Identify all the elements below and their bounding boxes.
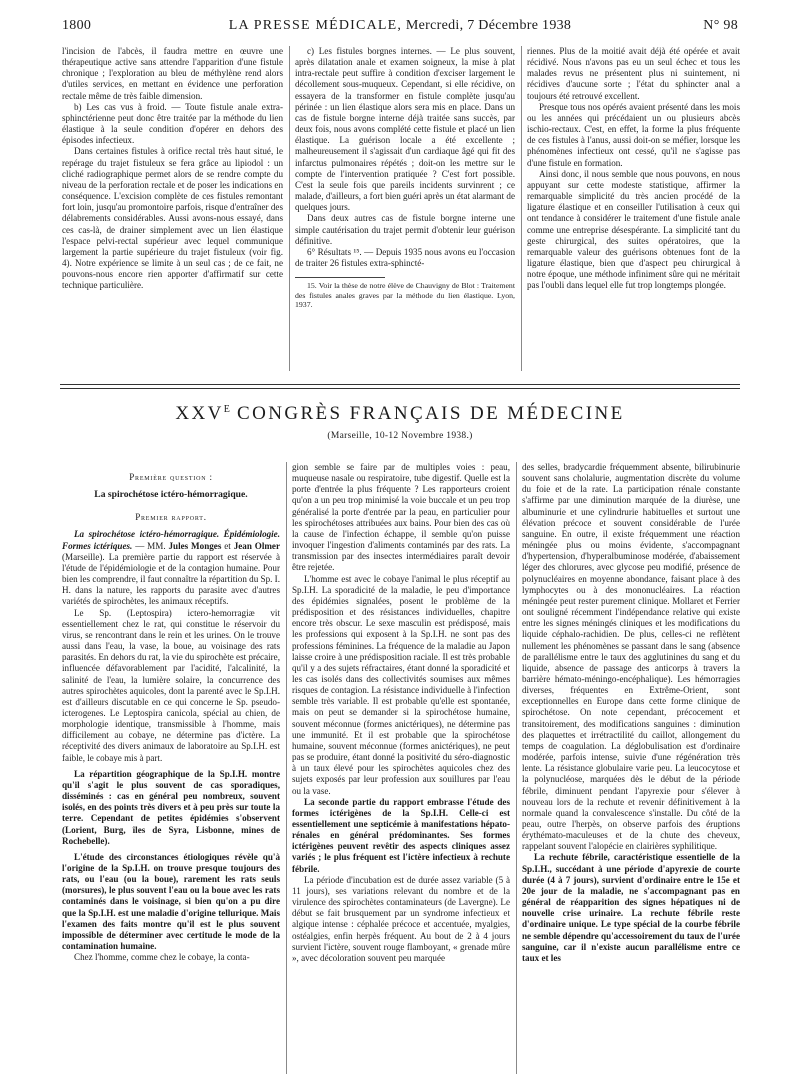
paragraph: Dans certaines fistules à orifice rectal très haut situé, le repérage du trajet fistuleux se fera grâce au lipiodol : un cliché radiographique permet alors de se rendre compte du niveau de la perforation rectale et de poser les indications en conséquence. L'excision complète de ces fistules remontant fort loin, jusqu'au promontoire parfois, risque d'entraîner des délabrements considérables. Aussi avons-nous essayé, dans ces cas-là, de drainer simplement avec un lien élastique l'espace pelvi-rectal supérieur avec lequel communique largement la partie supérieure du trajet fistuleux (voir fig. 4). Notre expérience se limite à un seul cas ; de ce fait, ne pouvons-nous encore rien apporter d'affirmatif sur cette technique particulière. bbox=[62, 146, 283, 291]
footnote-rule bbox=[295, 277, 385, 278]
journal-title: LA PRESSE MÉDICALE, bbox=[228, 18, 403, 33]
bottom-column-1 bbox=[62, 458, 280, 1078]
journal-header bbox=[62, 18, 738, 34]
bottom-column-2 bbox=[292, 462, 510, 1078]
paragraph: La période d'incubation est de durée assez variable (5 à 11 jours), ses variations relevant du nombre et de la virulence des spirochètes contaminateurs (de Lavergne). Le début se fait brusquement par un syndrome infectieux et algique intense : céphalée précoce et accentuée, myalgies, ostéalgies, enfin herpès fréquent. Au bout de 2 à 4 jours survient l'ictère, souvent rouge flamboyant, « grenade mûre », avec décoloration souvent peu marquée bbox=[292, 874, 510, 963]
column-divider bbox=[521, 46, 522, 371]
paragraph: L'homme est avec le cobaye l'animal le plus réceptif au Sp.I.H. La sporadicité de la maladie, le peu d'importance des épidémies signalées, posent le problème de la prédisposition et des résistances individuelles, chapitre encore très obscur. Le sexe masculin est prédisposé, mais les professions qui exposent à la Sp.I.H. ne sont pas des professions féminines. La fréquence de la maladie au Japon laisse croire à une prédisposition raciale. Il est très probable qu'il y a des sujets réfractaires, étant donné la sporadicité et les cas isolés dans des collectivités soumises aux mêmes risques de contagion. La résistance individuelle à l'infection semble très variable. Il est probable qu'elle est spontanée, mais on peut se demander si la spirochétose humaine, souvent méconnue (formes anictériques), ne détermine pas une immunité. Et il est probable que la spirochétose humaine, souvent méconnue (formes anictériques), ne peut pas se produire, étant donné la positivité du séro-diagnostic à un taux élevé pour les spirochètes aquicoles chez des sujets exposés par leur profession aux souillures par l'eau ou la vase. bbox=[292, 573, 510, 796]
paragraph: des selles, bradycardie fréquemment absente, bilirubinurie souvent sans cholalurie, augmentation discrète du volume du foie et de la rate. La participation rénale constante s'affirme par une diminution marquée de la diurèse, une albuminurie et une cylindrurie habituelles et surtout une élévation précoce et souvent considérable de l'urée sanguine. En outre, il existe fréquemment une réaction méningée plus ou moins évidente, s'accompagnant d'hypertension, d'hyperalbuminose modérée, d'abaissement léger des chlorures, avec glycose peu modifié, présence de polynucléaires en moyenne abondance, faisant place à des lymphocytes ou à des mononucléaires. La réaction méningée peut rester purement clinique. Mollaret et Ferrier ont souligné récemment l'indépendance relative qui existe entre les signes méningés cliniques et les modifications du liquide céphalo-rachidien. De plus, celles-ci ne reflètent nullement les phénomènes se passant dans le sang (absence de parallélisme entre le taux des agglutinines du sang et du liquide, absence de passage des anticorps à travers la barrière hémato-méningo-encéphalique). Les hémorragies diverses, fréquentes en Extrême-Orient, sont exceptionnelles en Europe dans cette forme clinique de spirochétose. On note cependant, précocement et transitoirement, des modifications sanguines : diminution des plaquettes et irrétractilité du caillot, allongement du temps de coagulation. La déglobulisation est d'ordinaire modérée, parfois intense, suivie d'une régénération très lente. La résistance globulaire varie peu. La leucocytose et la polynucléose, marquées dès le début de la période fébrile, diminuent pendant l'apyrexie pour s'élever à nouveau lors de la rechute et revenir définitivement à la normale quand la convalescence s'installe. Du côté de la peau, outre l'herpès, on observe parfois des éruptions érythémato-maculeuses et de la chute des cheveux, rappelant souvent l'alopécie en clairières syphilitique. bbox=[522, 462, 740, 852]
paragraph: Chez l'homme, comme chez le cobaye, la conta- bbox=[74, 952, 250, 963]
report-heading: Premier rapport. bbox=[135, 512, 207, 523]
paragraph-bold: La seconde partie du rapport embrasse l'étude des formes ictérigènes de la Sp.I.H. Celle-ci est essentiellement une septicémie à manifestations hépato-rénales en général prédominantes. Ses formes ictérigènes peuvent revêtir des aspects cliniques assez variés ; le plus fréquent est l'ictère infectieux à rechute fébrile. bbox=[292, 796, 510, 874]
author-name: Jean Olmer bbox=[233, 540, 280, 551]
paragraph: l'incision de l'abcès, il faudra mettre en œuvre une thérapeutique active sans attendre l'apparition d'une fistule chronique ; l'exploration au bleu de méthylène rend alors d'utiles services, en mettant en évidence une perforation rectale même de très faible dimension. bbox=[62, 46, 283, 101]
paragraph-bold: La rechute fébrile, caractéristique essentielle de la Sp.I.H., succédant à une période d'apyrexie de courte durée (4 à 7 jours), survient d'ordinaire entre le 15e et 20e jour de la maladie, ne s'accompagnant pas en général de réapparition des signes hépatiques ni de nouvelle crise urinaire. La rechute fébrile reste d'ordinaire unique. Le type spécial de la courbe fébrile ne semble dépendre qu'accessoirement du taux de l'urée sanguine, car il n'existe aucun parallélisme entre ce taux et les bbox=[522, 852, 740, 963]
column-divider bbox=[286, 462, 287, 1074]
column-divider bbox=[289, 46, 290, 371]
top-column-2 bbox=[295, 46, 515, 376]
congress-title: $XXV^E$ CONGRÈS FRANÇAIS DE MÉDECINE bbox=[175, 403, 625, 424]
top-column-3 bbox=[527, 46, 740, 376]
author-name: Jules Monges bbox=[168, 540, 222, 551]
top-column-1 bbox=[62, 46, 283, 376]
paragraph: Le Sp. (Leptospira) ictero-hemorragiæ vit essentiellement chez le rat, qui constitue le réservoir du virus, se rencontrant dans le rein et les urines. On le trouve aussi dans l'eau, la vase, la boue, au voisinage des rats parasités. En dehors du rat, la vie du spirochète est précaire, influencée défavorablement par l'acidité, l'alcalinité, la salinité de l'eau, la lumière solaire, la concurrence des autres spirochètes aquicoles, dont la parenté avec le Sp.I.H. est d'ailleurs discutable en ce qui concerne le Sp. pseudo-icterogenes. Le Leptospira canicola, spécial au chien, de morphologie identique, transmissible à l'homme, mais difficilement au cobaye, ne détermine pas d'ictère. La réceptivité des divers animaux de laboratoire au Sp.I.H. est faible, le cobaye mis à part. bbox=[62, 607, 280, 763]
column-divider bbox=[516, 462, 517, 1074]
paragraph: riennes. Plus de la moitié avait déjà été opérée et avait récidivé. Nous n'avons pas eu un seul échec et tous les malades revus ne présentent plus ni suintement, ni récidives d'aucune sorte ; l'état du sphincter anal a toujours été retrouvé excellent. bbox=[527, 46, 740, 101]
paragraph-bold: L'étude des circonstances étiologiques révèle qu'à l'origine de la Sp.I.H. on trouve presque toujours des rats, ou l'eau (ou la boue), rarement les rats seuls (morsures), le plus souvent l'eau ou la boue avec les rats contaminés dans le voisinage, si bien qu'on a pu dire que la Sp.I.H. est une maladie d'origine tellurique. Mais l'examen des faits montre qu'il est le plus souvent impossible de déterminer avec certitude le mode de la contamination humaine. bbox=[62, 851, 280, 952]
paragraph-bold: La répartition géographique de la Sp.I.H. montre qu'il s'agit le plus souvent de cas sporadiques, disséminés : cas en général peu nombreux, souvent isolés, en des points très divers et à peu près sur toute la terre. Cependant de petites épidémies s'observent (Lorient, Burg, îles de Syra, Lisbonne, mines de Rochebelle). bbox=[62, 768, 280, 846]
paragraph: gion semble se faire par de multiples voies : peau, muqueuse nasale ou respiratoire, tube digestif. Quelle est la porte d'entrée la plus fréquente ? Les rapporteurs croient qu'on a un peu trop minimisé la voie buccale et un peu trop généralisé la porte d'entrée par la peau, en particulier pour les spirochétoses attribuées aux bains. Pour bien des cas où la cause de l'infection échappe, il semble qu'on puisse invoquer l'ingestion d'aliments contaminés par des rats. La transmission par des insectes intermédiaires paraît devoir être rejetée. bbox=[292, 462, 510, 573]
paragraph: Dans deux autres cas de fistule borgne interne une simple cautérisation du trajet permit d'obtenir leur guérison définitive. bbox=[295, 213, 515, 246]
question-title: La spirochétose ictéro-hémorragique. bbox=[94, 489, 248, 501]
page-number: 1800 bbox=[62, 18, 92, 33]
paragraph: 6° Résultats ¹⁵. — Depuis 1935 nous avons eu l'occasion de traiter 26 fistules extra-sphincté- bbox=[295, 246, 515, 268]
question-heading: Première question : bbox=[129, 472, 213, 482]
paragraph: Presque tous nos opérés avaient présenté dans les mois ou les années qui précédaient un ou plusieurs abcès ischio-rectaux. C'est, en effet, la forme la plus fréquente de ces fistules à l'anus, aussi doit-on se méfier, lorsque les phénomènes infectieux ont cessé, qu'il ne s'agisse pas d'une fistule en formation. bbox=[527, 101, 740, 168]
footnote: 15. Voir la thèse de notre élève de Chauvigny de Blot : Traitement des fistules anales graves par la méthode du lien élastique. Lyon, 1937. bbox=[295, 281, 515, 309]
congress-subtitle: (Marseille, 10-12 Novembre 1938.) bbox=[327, 431, 473, 441]
report-title: La spirochétose ictéro-hémorragique. Épidémiologie. Formes ictériques. bbox=[62, 529, 280, 551]
paragraph: c) Les fistules borgnes internes. — Le plus souvent, après dilatation anale et examen soigneux, la mise à plat intra-rectale peut suffire à condition d'exciser largement le décollement sous-muqueux. Cependant, si elle récidive, on essayera de la transformer en fistule complète jusqu'au périnée : un lien élastique alors sera mis en place. Dans un cas de fistule borgne interne déjà traitée sans succès, par deux fois, nous avons complété cette fistule et placé un lien élastique. La guérison locale a été excellente ; malheureusement il s'agissait d'un cardiaque âgé qui fit des infarctus pulmonaires répétés ; doit-on les mettre sur le compte de l'intervention pratiquée ? C'est fort possible. C'est la seule fois que pareils incidents survinrent ; ce malade, d'ailleurs, a fort bien guéri après un état alarmant de quelques jours. bbox=[295, 46, 515, 213]
issue-number: N° 98 bbox=[703, 18, 738, 33]
issue-date: Mercredi, 7 Décembre 1938 bbox=[405, 18, 572, 33]
paragraph: La spirochétose ictéro-hémorragique. Épidémiologie. Formes ictériques. — MM. Jules Monges et Jean Olmer (Marseille). La première partie du rapport est réservée à l'étude de l'épidémiologie et de la contagion humaine. Pour bien les comprendre, il faut connaître la répartition du Sp. I. H. dans la nature, les rapports du parasite avec d'autres variétés de spirochètes, les animaux réceptifs. bbox=[62, 529, 280, 607]
section-divider bbox=[60, 384, 740, 389]
running-header bbox=[62, 18, 738, 38]
paragraph: Ainsi donc, il nous semble que nous pouvons, en nous appuyant sur cette modeste statistique, affirmer la remarquable simplicité du très ancien procédé de la ligature élastique et en conseiller l'utilisation à ceux qui ont tendance à considérer le traitement d'une fistule anale comme une entreprise désespérante. La simplicité tant du geste chirurgical, des suites opératoires, que la remarquable valeur des guérisons obtenues font de la ligature élastique, bien que d'aspect peu chirurgical à notre époque, une méthode infiniment sûre qui ne méritait pas l'oubli dans lequel elle fut trop longtemps plongée. bbox=[527, 168, 740, 291]
bottom-column-3 bbox=[522, 462, 740, 1078]
paragraph: b) Les cas vus à froid. — Toute fistule anale extra-sphinctérienne peut donc être traitée par la méthode du lien élastique à la seule condition d'opérer en dehors des épisodes infectieux. bbox=[62, 101, 283, 146]
